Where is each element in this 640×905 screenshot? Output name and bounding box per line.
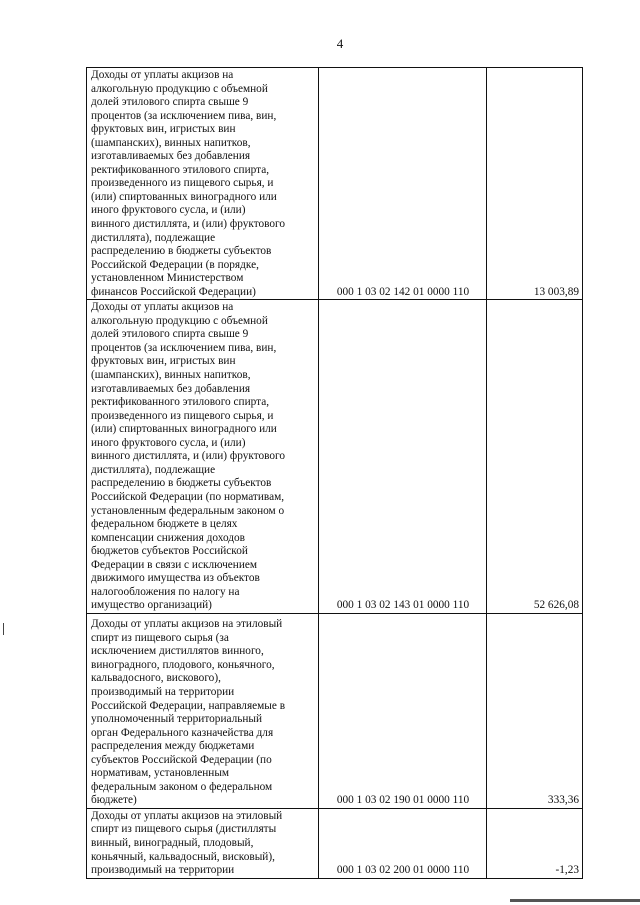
page-number: 4 (336, 36, 344, 51)
budget-classification-code: 000 1 03 02 200 01 0000 110 (319, 808, 487, 878)
revenue-description: Доходы от уплаты акцизов на этиловый спирт из пищевого сырья (за исключением дистиллятов винного, виноградного, плодового, коньячного, кальвадосного, вискового), производимый на территории Российской Федерации, направляемые в уполномоченный территориальный орган Федерального казначейства для распределения между бюджетами субъектов Российской Федерации (по нормативам, установленным федеральным законом о федеральном бюджете) (87, 613, 319, 808)
budget-revenue-table (86, 67, 583, 879)
budget-classification-code: 000 1 03 02 190 01 0000 110 (319, 613, 487, 808)
table-row (87, 68, 583, 300)
revenue-description: Доходы от уплаты акцизов на алкогольную продукцию с объемной долей этилового спирта свыше 9 процентов (за исключением пива, вин, фруктовых вин, игристых вин (шампанских), винных напитков, изготавливаемых без добавления ректификованного этилового спирта, произведенного из пищевого сырья, и (или) спиртованных виноградного или иного фруктового сусла, и (или) винного дистиллята, и (или) фруктового дистиллята), подлежащие распределению в бюджеты субъектов Российской Федерации (в порядке, установленном Министерством финансов Российской Федерации) (87, 68, 319, 300)
scan-margin-mark (3, 623, 4, 635)
revenue-amount: 333,36 (487, 613, 583, 808)
revenue-amount: 13 003,89 (487, 68, 583, 300)
revenue-amount: 52 626,08 (487, 300, 583, 614)
revenue-amount: -1,23 (487, 808, 583, 878)
table-row (87, 613, 583, 808)
revenue-description: Доходы от уплаты акцизов на алкогольную продукцию с объемной долей этилового спирта свыше 9 процентов (за исключением пива, вин, фруктовых вин, игристых вин (шампанских), винных напитков, изготавливаемых без добавления ректификованного этилового спирта, произведенного из пищевого сырья, и (или) спиртованных виноградного или иного фруктового сусла, и (или) винного дистиллята, и (или) фруктового дистиллята), подлежащие распределению в бюджеты субъектов Российской Федерации (по нормативам, установленным федеральным законом о федеральном бюджете в целях компенсации снижения доходов бюджетов субъектов Российской Федерации в связи с исключением движимого имущества из объектов налогообложения по налогу на имущество организаций) (87, 300, 319, 614)
table-row (87, 808, 583, 878)
revenue-description: Доходы от уплаты акцизов на этиловый спирт из пищевого сырья (дистилляты винный, виноградный, плодовый, коньячный, кальвадосный, висковый), производимый на территории (87, 808, 319, 878)
budget-classification-code: 000 1 03 02 143 01 0000 110 (319, 300, 487, 614)
scan-edge-line (510, 899, 640, 902)
budget-classification-code: 000 1 03 02 142 01 0000 110 (319, 68, 487, 300)
table-row (87, 300, 583, 614)
